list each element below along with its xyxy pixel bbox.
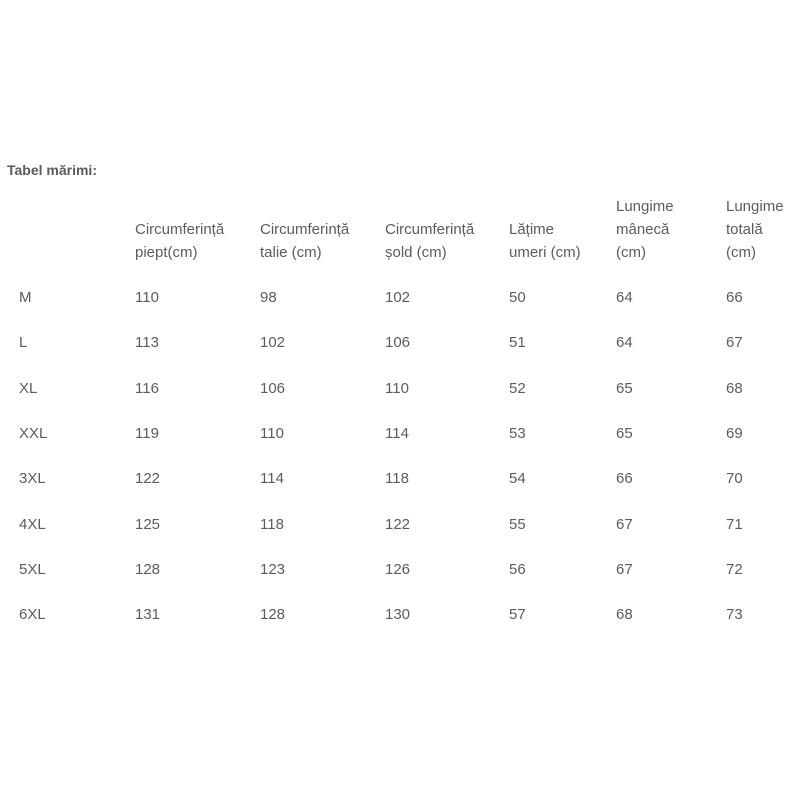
table-cell: 66: [726, 289, 743, 306]
table-cell: 50: [509, 289, 526, 306]
table-cell: 126: [385, 561, 411, 578]
page-title: Tabel mărimi:: [7, 162, 97, 178]
table-cell: 102: [260, 334, 286, 351]
size-label: XXL: [19, 425, 48, 442]
table-cell: 110: [260, 425, 284, 442]
column-header: Circumferință: [135, 221, 225, 238]
size-label: 6XL: [19, 606, 46, 623]
column-header: Lungime: [726, 198, 784, 215]
table-cell: 122: [385, 516, 411, 533]
table-cell: 128: [260, 606, 286, 623]
table-cell: 98: [260, 289, 277, 306]
table-cell: 64: [616, 289, 633, 306]
table-cell: 114: [260, 470, 284, 487]
table-cell: 118: [385, 470, 409, 487]
column-header: Circumferință: [260, 221, 350, 238]
size-label: 5XL: [19, 561, 46, 578]
table-cell: 68: [726, 380, 743, 397]
column-header: talie (cm): [260, 244, 322, 261]
size-label: 4XL: [19, 516, 46, 533]
table-cell: 119: [135, 425, 159, 442]
table-cell: 52: [509, 380, 526, 397]
column-header: piept(cm): [135, 244, 198, 261]
table-cell: 131: [135, 606, 161, 623]
table-cell: 71: [726, 516, 743, 533]
column-header: (cm): [726, 244, 756, 261]
column-header: Lățime: [509, 221, 555, 238]
column-header: mânecă: [616, 221, 670, 238]
table-cell: 102: [385, 289, 411, 306]
table-cell: 130: [385, 606, 411, 623]
table-cell: 122: [135, 470, 161, 487]
table-cell: 65: [616, 425, 633, 442]
table-cell: 67: [616, 516, 633, 533]
table-cell: 114: [385, 425, 409, 442]
size-label: L: [19, 334, 28, 351]
table-cell: 66: [616, 470, 633, 487]
column-header: Circumferință: [385, 221, 475, 238]
table-cell: 123: [260, 561, 286, 578]
table-cell: 67: [726, 334, 743, 351]
table-cell: 69: [726, 425, 743, 442]
table-cell: 128: [135, 561, 161, 578]
table-cell: 54: [509, 470, 526, 487]
column-header: Lungime: [616, 198, 674, 215]
table-cell: 68: [616, 606, 633, 623]
column-header: (cm): [616, 244, 646, 261]
table-cell: 106: [385, 334, 411, 351]
table-cell: 116: [135, 380, 159, 397]
column-header: umeri (cm): [509, 244, 581, 261]
table-cell: 73: [726, 606, 743, 623]
table-cell: 53: [509, 425, 526, 442]
table-cell: 110: [135, 289, 159, 306]
column-header: șold (cm): [385, 244, 447, 261]
table-cell: 110: [385, 380, 409, 397]
table-cell: 70: [726, 470, 743, 487]
table-cell: 118: [260, 516, 284, 533]
column-header: totală: [726, 221, 763, 238]
table-cell: 67: [616, 561, 633, 578]
table-cell: 64: [616, 334, 633, 351]
table-cell: 113: [135, 334, 159, 351]
table-cell: 56: [509, 561, 526, 578]
size-label: 3XL: [19, 470, 46, 487]
table-cell: 65: [616, 380, 633, 397]
table-cell: 106: [260, 380, 286, 397]
table-cell: 51: [509, 334, 526, 351]
table-cell: 125: [135, 516, 161, 533]
table-cell: 57: [509, 606, 526, 623]
size-label: M: [19, 289, 32, 306]
table-cell: 72: [726, 561, 743, 578]
table-cell: 55: [509, 516, 526, 533]
size-label: XL: [19, 380, 38, 397]
